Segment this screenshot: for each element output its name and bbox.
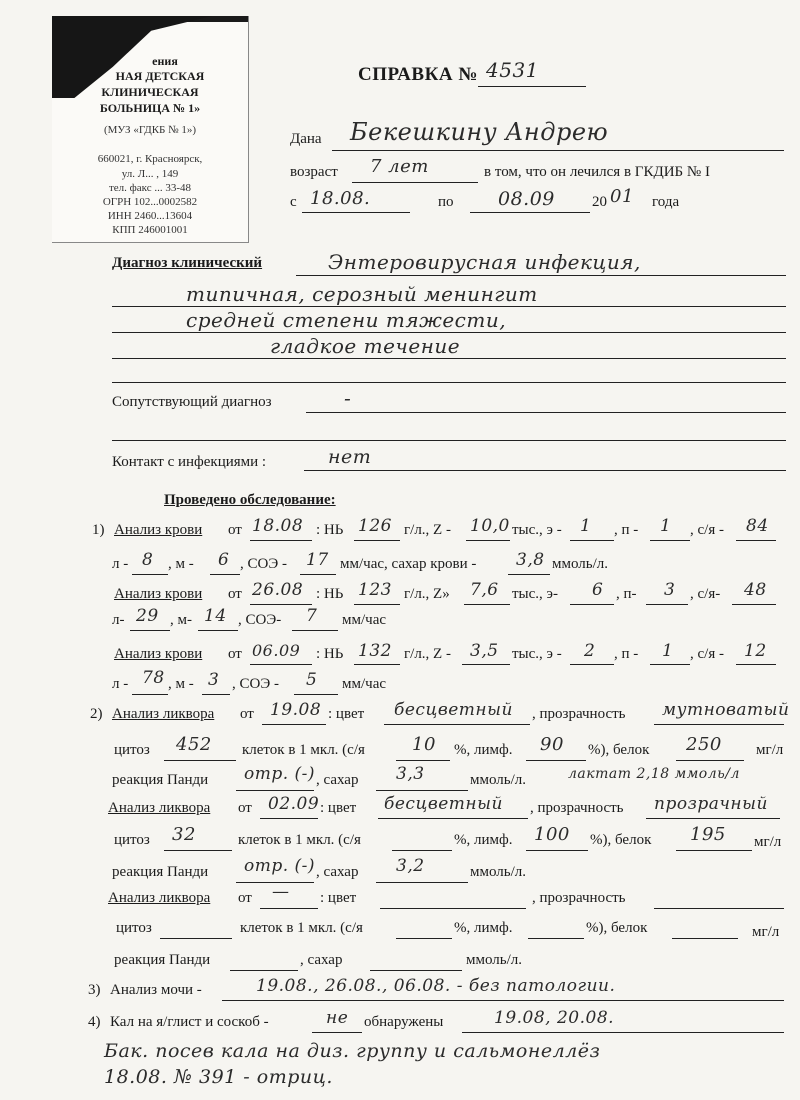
underline [198,630,238,631]
underline [462,664,510,665]
t-mmol: ммоль/л. [466,952,523,968]
stamp-line: НАЯ ДЕТСКАЯ [115,69,205,83]
underline [462,1032,784,1033]
diagnosis-line-2: типичная, серозный менингит [186,282,538,306]
t-color: : цвет [320,890,357,906]
blood1-lymph: 8 [142,550,154,570]
t-tys: тыс., э - [512,646,562,662]
year-suffix: 01 [610,186,634,207]
underline [354,540,400,541]
year-prefix: 20 [592,194,607,210]
underline [646,818,780,819]
underline [478,86,586,87]
t-m: , м - [168,556,194,572]
treated-text: в том, что он лечился в ГКДИБ № I [484,164,710,180]
t-l: л - [112,676,129,692]
item-number: 2) [90,706,103,722]
blood2-e: 6 [592,580,604,600]
t-cells: клеток в 1 мкл. (с/я [238,832,361,848]
stamp-line: тел. факс ... 33-48 [108,182,192,194]
csf-label: Анализ ликвора [108,800,211,816]
csf-label: Анализ ликвора [112,706,215,722]
underline [250,604,312,605]
bak-line-1: Бак. посев кала на диз. группу и сальмонеллёз [104,1040,601,1062]
underline [210,574,240,575]
csf1-color: бесцветный [394,700,513,720]
age-value: 7 лет [370,156,429,177]
stamp-line: ения [152,54,178,68]
exam-heading: Проведено обследование: [164,492,336,508]
stool-neg: не [326,1008,349,1028]
underline [570,664,614,665]
stool-label: Кал на я/глист и соскоб - [110,1014,269,1030]
underline [230,970,298,971]
underline [250,540,312,541]
blood1-p: 1 [660,516,672,536]
t-pct-lymph: %, лимф. [454,832,513,848]
t-pct-protein: %), белок [590,832,652,848]
certificate-number: 4531 [486,58,539,82]
underline [260,818,318,819]
csf2-date: 02.09 [268,794,320,814]
underline [112,332,786,333]
blood1-hb: 126 [358,516,392,536]
underline [332,150,784,151]
underline [302,212,410,213]
page-title: СПРАВКА № [358,64,478,85]
t-tys: тыс., э - [512,522,562,538]
t-ot: от [240,706,254,722]
clinic-stamp [52,16,249,243]
t-cytosis: цитоз [116,920,152,936]
t-sugar: , сахар [316,772,359,788]
stamp-line: (МУЗ «ГДКБ № 1») [103,124,197,136]
underline [672,938,738,939]
underline [132,574,168,575]
t-pandi: реакция Панди [112,864,209,880]
urine-label: Анализ мочи - [110,982,202,998]
age-label: возраст [290,164,338,180]
blood1-soe: 17 [306,550,329,570]
t-gl: г/л., Z - [404,646,451,662]
blood3-e: 2 [584,641,596,661]
blood3-mono: 3 [208,670,220,690]
underline [292,630,338,631]
underline [306,412,786,413]
t-mmch: мм/час [342,612,387,628]
t-mgl: мг/л [754,834,782,850]
t-l: л - [112,556,129,572]
t-gl: г/л., Z» [404,586,450,602]
to-date: 08.09 [498,188,555,210]
t-pandi: реакция Панди [114,952,211,968]
stamp-line: КПП 246001001 [112,224,188,236]
t-clarity: , прозрачность [532,890,626,906]
csf2-protein: 195 [690,824,726,845]
t-pct-lymph: %, лимф. [454,920,513,936]
underline [526,760,586,761]
from-date: 18.08. [310,188,371,209]
item-number: 4) [88,1014,101,1030]
t-cytosis: цитоз [114,832,150,848]
underline [392,850,452,851]
underline [164,760,236,761]
underline [508,574,550,575]
underline [646,604,688,605]
t-mmol: ммоль/л. [470,772,527,788]
blood1-l: 10,0 [470,516,510,536]
underline [160,938,232,939]
t-color: : цвет [320,800,357,816]
underline [260,908,318,909]
underline [654,724,784,725]
blood1-date: 18.08 [252,516,304,536]
blood1-sya: 84 [746,516,769,536]
stamp-line: ул. Л... , 149 [121,168,179,180]
blood3-date: 06.09 [252,641,301,660]
t-soe: , СОЭ - [240,556,287,572]
to-label: по [438,194,454,210]
t-pandi: реакция Панди [112,772,209,788]
underline [736,540,776,541]
contact-value: нет [328,446,372,468]
blood3-sya: 12 [744,641,767,661]
underline [296,275,786,276]
blood3-p: 1 [662,641,674,661]
t-m: , м- [170,612,192,628]
underline [112,358,786,359]
csf1-note: лактат 2,18 ммоль/л [568,766,740,782]
diagnosis-line-4: гладкое течение [270,334,461,358]
csf2-cytosis: 32 [172,824,196,845]
t-pct-lymph: %, лимф. [454,742,513,758]
contact-label: Контакт с инфекциями : [112,454,267,470]
t-hb: : НЬ [316,646,344,662]
stamp-line: КЛИНИЧЕСКАЯ [101,85,199,99]
underline [736,664,776,665]
t-mgl: мг/л [756,742,784,758]
underline [466,540,510,541]
underline [470,212,590,213]
t-mmol: ммоль/л. [552,556,609,572]
t-sugar: , сахар [316,864,359,880]
t-cytosis: цитоз [114,742,150,758]
blood1-e: 1 [580,516,592,536]
underline [262,724,326,725]
csf3-date: — [272,882,290,902]
t-sya: , с/я - [690,522,724,538]
t-color: : цвет [328,706,365,722]
underline [202,694,230,695]
underline [654,908,784,909]
diagnosis-line-1: Энтеровирусная инфекция, [328,250,641,274]
t-clarity: , прозрачность [530,800,624,816]
underline [376,882,468,883]
csf1-date: 19.08 [270,700,322,720]
t-sya: , с/я- [690,586,721,602]
underline [384,724,530,725]
diagnosis-label: Диагноз клинический [112,255,263,271]
underline [732,604,776,605]
underline [130,630,170,631]
t-l: л- [112,612,125,628]
csf1-pandi: отр. (-) [244,764,316,784]
blood-label: Анализ крови [114,522,203,538]
stool-dates: 19.08, 20.08. [494,1008,615,1028]
t-ot: от [238,890,252,906]
t-ot: от [228,646,242,662]
item-number: 1) [92,522,105,538]
blood3-hb: 132 [358,641,392,661]
underline [352,182,478,183]
blood3-lymph: 78 [142,668,165,688]
blood-label: Анализ крови [114,646,203,662]
underline [396,760,450,761]
csf-label: Анализ ликвора [108,890,211,906]
t-sugar: , сахар [300,952,343,968]
csf2-pandi: отр. (-) [244,856,316,876]
t-mmch: мм/час, сахар крови - [340,556,477,572]
stamp-line: 660021, г. Красноярск, [97,153,203,165]
csf1-cytosis: 452 [176,734,212,755]
t-pct-protein: %), белок [586,920,648,936]
t-clarity: , прозрачность [532,706,626,722]
blood2-lymph: 29 [136,606,159,626]
issued-label: Дана [290,131,322,147]
stamp-line: БОЛЬНИЦА № 1» [99,101,201,115]
underline [570,604,614,605]
blood2-mono: 14 [204,606,227,626]
underline [650,664,690,665]
underline [378,818,528,819]
underline [354,604,400,605]
underline [464,604,510,605]
underline [376,790,468,791]
t-p: , п- [616,586,637,602]
csf2-clarity: прозрачный [654,794,768,814]
stamp-line: ИНН 2460...13604 [107,210,193,222]
underline [676,850,752,851]
t-p: , п - [614,646,639,662]
blood2-p: 3 [664,580,676,600]
underline [526,850,588,851]
underline [570,540,614,541]
t-m: , м - [168,676,194,692]
patient-name: Бекешкину Андрею [350,118,609,146]
comorbid-label: Сопутствующий диагноз [112,394,272,410]
t-cells: клеток в 1 мкл. (с/я [240,920,363,936]
blood3-soe: 5 [306,670,318,690]
t-tys: тыс., э- [512,586,558,602]
blood1-sugar: 3,8 [516,550,545,570]
csf1-lymph: 90 [540,734,564,755]
underline [222,1000,784,1001]
t-pct-protein: %), белок [588,742,650,758]
underline [304,470,786,471]
from-label: с [290,194,297,210]
csf2-lymph: 100 [534,824,570,845]
comorbid-value: - [344,386,352,410]
blood2-date: 26.08 [252,580,304,600]
csf1-sya: 10 [412,734,436,755]
t-hb: : НЬ [316,522,344,538]
underline [396,938,452,939]
blood1-mono: 6 [218,550,230,570]
underline [380,908,526,909]
underline [164,850,232,851]
underline [112,306,786,307]
t-soe: , СОЭ- [238,612,282,628]
t-p: , п - [614,522,639,538]
underline [132,694,168,695]
csf2-sugar: 3,2 [396,856,425,876]
t-mmch: мм/час [342,676,387,692]
t-ot: от [228,522,242,538]
stamp-line: ОГРН 102...0002582 [102,196,198,208]
t-gl: г/л., Z - [404,522,451,538]
csf2-color: бесцветный [384,794,503,814]
underline [112,440,786,441]
csf1-sugar: 3,3 [396,764,425,784]
stool-found: обнаружены [364,1014,444,1030]
blood2-l: 7,6 [470,580,499,600]
year-label: года [652,194,680,210]
underline [312,1032,362,1033]
underline [650,540,690,541]
t-ot: от [228,586,242,602]
underline [528,938,584,939]
underline [676,760,744,761]
underline [112,382,786,383]
blood2-hb: 123 [358,580,392,600]
t-mgl: мг/л [752,924,780,940]
blood3-l: 3,5 [470,641,499,661]
t-hb: : НЬ [316,586,344,602]
csf1-protein: 250 [686,734,722,755]
t-sya: , с/я - [690,646,724,662]
underline [294,694,338,695]
blood2-soe: 7 [306,606,318,626]
underline [250,664,312,665]
t-mmol: ммоль/л. [470,864,527,880]
underline [370,970,462,971]
underline [300,574,336,575]
urine-value: 19.08., 26.08., 06.08. - без патологии. [256,976,616,996]
blood-label: Анализ крови [114,586,203,602]
diagnosis-line-3: средней степени тяжести, [186,308,507,332]
underline [236,790,314,791]
t-soe: , СОЭ - [232,676,279,692]
csf1-clarity: мутноватый [662,700,790,720]
item-number: 3) [88,982,101,998]
blood2-sya: 48 [744,580,767,600]
underline [354,664,400,665]
bak-line-2: 18.08. № 391 - отриц. [104,1066,333,1088]
t-cells: клеток в 1 мкл. (с/я [242,742,365,758]
t-ot: от [238,800,252,816]
